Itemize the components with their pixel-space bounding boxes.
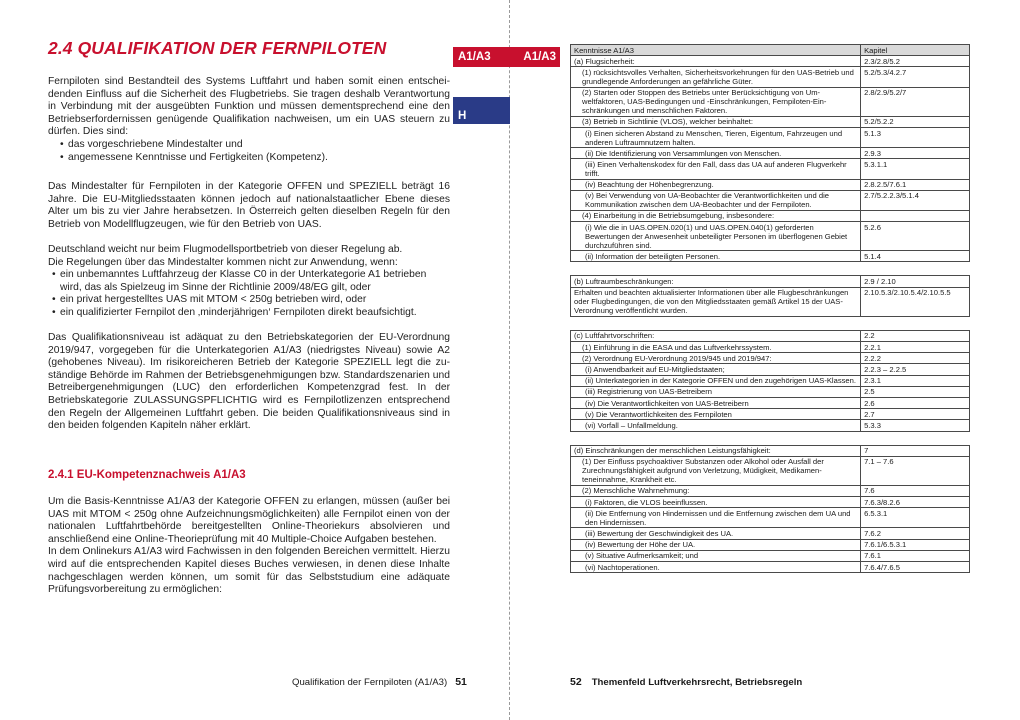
table-cell-chapter: 2.8/2.9/5.2/7 [861,87,970,116]
table-cell-knowledge: (vi) Nachtoperationen. [571,562,861,573]
table-cell-chapter: 5.1.3 [861,127,970,147]
table-cell-knowledge: (iii) Bewertung der Geschwindigkeit des UA. [571,528,861,539]
table-row [571,364,970,375]
list-item: • angemessene Kenntnisse und Fertigkeiten (Kompetenz). [48,152,450,165]
page-right [510,0,1020,720]
table-header-row [571,45,970,56]
table-cell-knowledge [571,431,861,445]
table-cell-chapter: 2.2 [861,330,970,341]
table-cell-knowledge: (2) Verordnung EU-Verordnung 2019/945 und 2019/947: [571,353,861,364]
table-cell-knowledge: (vi) Vorfall – Unfallmeldung. [571,420,861,431]
table-cell-knowledge: (i) Faktoren, die VLOS beeinflussen. [571,497,861,508]
age-section [48,181,450,231]
table-body [571,56,970,573]
table-cell-chapter: 2.10.5.3/2.10.5.4/2.10.5.5 [861,287,970,316]
table-cell-chapter: 6.5.3.1 [861,508,970,528]
knowledge-table [570,44,970,573]
table-cell-chapter: 2.2.3 – 2.2.5 [861,364,970,375]
table-cell-chapter: 7.1 – 7.6 [861,456,970,485]
eu-paragraph-2: In dem Onlinekurs A1/A3 wird Fachwissen in den folgenden Bereichen vermittelt. Hierzu wird auf die entsprechenden Kapitel dieses Buches verwiesen, in denen diese Inhalte nachgeschlagen werden können, um somit für das Selbststudium eine adäquate Prüfungsvorbereitung zu ermöglichen: [48,546,450,596]
table-cell-chapter [861,431,970,445]
table-cell-chapter: 2.6 [861,397,970,408]
footer-running-title: Themenfeld Luftverkehrsrecht, Betriebsregeln [591,677,803,688]
table-cell-knowledge: (v) Bei Verwendung von UA-Beobachter die Verantwortlichkeiten und die Kommunikation zwischen dem UA-Beobachter und der Fernpiloten. [571,190,861,210]
table-cell-chapter [861,210,970,221]
level-paragraph: Das Qualifikationsniveau ist adäquat zu den Betriebskategorien der EU-Verordnung 2019/947, vorgegeben für die Unterkategorien A1/A3 (niedrigstes Niveau) sowie A2 (gehobenes Niveau). Im risikoreicheren Betrieb der Kategorie SPEZIELL legt die zuständige Behörde im Rahmen der Betriebsgenehmigungen bzw. Standardszenarien und Betreibergenehmigungen (LUC) den erforderlichen Kompetenzgrad fest. In der Betriebskategorie ZULASSUNGSPFLICHTIG wird es Fernpilotlizenzen entsprechend den Regeln der Allgemeinen Luftfahrt geben. Die beiden Qualifikationsniveaus sind in den beiden folgenden Kapiteln näher erklärt. [48,332,450,432]
table-row [571,539,970,550]
table-cell-knowledge: (3) Betrieb in Sichtlinie (VLOS), welcher beinhaltet: [571,116,861,127]
table-row [571,179,970,190]
list-item: • ein privat hergestelltes UAS mit MTOM < 250g betrieben wird, oder [48,294,450,307]
table-row [571,287,970,316]
table-cell-chapter: 7.6.1 [861,550,970,561]
table-cell-chapter: 7.6.2 [861,528,970,539]
column-header-chapter: Kapitel [861,45,970,56]
table-cell-chapter: 5.2/5.3/4.2.7 [861,67,970,87]
table-cell-chapter [861,316,970,330]
table-cell-knowledge: (i) Anwendbarkeit auf EU-Mitgliedstaaten; [571,364,861,375]
table-row [571,210,970,221]
table-row [571,508,970,528]
list-item: • ein unbemanntes Luftfahrzeug der Klasse C0 in der Unterkategorie A1 betrieben wird, das als Spielzeug im Sinne der Richtlinie 2009/48/EG gilt, oder [48,269,450,294]
table-cell-knowledge [571,262,861,276]
table-cell-chapter: 7.6.3/8.2.6 [861,497,970,508]
table-cell-knowledge: (v) Die Verantwortlichkeiten des Fernpiloten [571,409,861,420]
table-cell-knowledge: (2) Menschliche Wahrnehmung: [571,485,861,496]
list-item: • das vorgeschriebene Mindestalter und [48,139,450,152]
table-row [571,550,970,561]
table-cell-chapter: 2.3/2.8/5.2 [861,56,970,67]
level-section [48,332,450,433]
table-cell-knowledge: (iv) Die Verantwortlichkeiten von UAS-Betreibern [571,397,861,408]
intro-bullet-list [48,139,450,164]
page-title: 2.4 QUALIFIKATION DER FERNPILOTEN [48,38,387,58]
table-cell-chapter: 5.2.6 [861,222,970,251]
table-row [571,56,970,67]
eu-paragraph-1: Um die Basis-Kenntnisse A1/A3 der Kategorie OFFEN zu erlangen, müssen (außer bei UAS mit MTOM < 250g ohne Aufzeichnungsmöglichkeiten) alle Fernpilot einen von der nationalen Luftfahrtbehörde bereitgestellten Online-Theoriekurs absolvieren und anschließend eine Online-Theorieprüfung mit 40 Multiple-Choice Aufgaben bestehen. [48,496,450,545]
table-cell-knowledge: (iv) Beachtung der Höhenbegrenzung. [571,179,861,190]
table-row [571,148,970,159]
footer-right [570,676,802,688]
section-subtitle: 2.4.1 EU-Kompetenznachweis A1/A3 [48,469,246,481]
tab-h[interactable]: H [453,97,510,124]
table-cell-knowledge: (ii) Information der beteiligten Personen. [571,251,861,262]
table-row [571,353,970,364]
table-cell-chapter: 7.6.1/6.5.3.1 [861,539,970,550]
table-row [571,330,970,341]
intro-paragraph: Fernpiloten sind Bestandteil des Systems Luftfahrt und haben somit einen entscheidenden Einfluss auf die Sicherheit des Flugbetriebs. Sie tragen deshalb Verantwortung in Verbindung mit der ausgeübten Funktion und müssen dementsprechend eine den Betriebserfordernissen genügende Qualifikation nachweisen, um ein UAS steuern zu dürfen. Dies sind: [48,76,450,138]
table-cell-chapter: 2.9.3 [861,148,970,159]
table-cell-knowledge: (1) Einführung in die EASA und das Luftverkehrssystem. [571,342,861,353]
table-cell-chapter: 5.1.4 [861,251,970,262]
table-cell-knowledge: (i) Wie die in UAS.OPEN.020(1) und UAS.OPEN.040(1) geforderten Bewertungen der Anwesenheit unbeteiligter Personen im überflogenen Gebiet durchzuführen sind. [571,222,861,251]
table-cell-knowledge: (ii) Die Identifizierung von Versammlungen von Menschen. [571,148,861,159]
table-cell-knowledge: (ii) Die Entfernung von Hindernissen und die Entfernung zwischen dem UA und den Hindernissen. [571,508,861,528]
table-row [571,87,970,116]
table-row [571,116,970,127]
table-cell-knowledge: (d) Einschränkungen der menschlichen Leistungsfähigkeit: [571,445,861,456]
column-header-knowledge: Kenntnisse A1/A3 [571,45,861,56]
table-cell-chapter: 2.2.1 [861,342,970,353]
table-cell-chapter: 2.5 [861,386,970,397]
footer-left [292,676,467,688]
table-row [571,409,970,420]
table-cell-knowledge: (v) Situative Aufmerksamkeit; und [571,550,861,561]
table-cell-chapter: 7 [861,445,970,456]
table-cell-chapter: 2.7/5.2.2.3/5.1.4 [861,190,970,210]
table-row [571,497,970,508]
table-cell-knowledge: Erhalten und beachten aktualisierter Informationen über alle Flugbeschränkungen oder Flugbedingungen, die von den Mitgliedsstaaten gemäß Artikel 15 der UAS-Verordnung veröffentlicht wurden. [571,287,861,316]
tab-a1a3-right[interactable]: A1/A3 [510,47,560,67]
table-row [571,127,970,147]
tab-a1a3-left[interactable]: A1/A3 [453,47,510,67]
table-cell-chapter: 5.3.1.1 [861,159,970,179]
germany-bullet-list [48,269,450,319]
germany-paragraph-1: Deutschland weicht nur beim Flugmodellsportbetrieb von dieser Regelung ab. [48,244,403,255]
table-row [571,159,970,179]
table-cell-chapter: 7.6.4/7.6.5 [861,562,970,573]
table-cell-chapter: 2.9 / 2.10 [861,276,970,287]
table-row [571,456,970,485]
table-row [571,375,970,386]
table-spacer-row [571,262,970,276]
table-row [571,445,970,456]
age-paragraph: Das Mindestalter für Fernpiloten in der Kategorie OFFEN und SPEZIELL beträgt 16 Jahre. Die EU-Mitgliedsstaaten können jedoch auf nationalstaatlicher Ebene dieses Alter um bis zu vier Jahre herabsetzen. In Österreich gelten dieselben Regeln für den Betrieb von Modellflugzeugen, wie für den Betrieb von UAS. [48,181,450,230]
table-row [571,485,970,496]
table-cell-knowledge: (ii) Unterkategorien in der Kategorie OFFEN und den zugehörigen UAS-Klassen. [571,375,861,386]
table-cell-chapter: 2.3.1 [861,375,970,386]
page-number: 52 [570,676,582,688]
table-cell-chapter: 5.3.3 [861,420,970,431]
table-row [571,190,970,210]
table-cell-knowledge: (4) Einarbeitung in die Betriebsumgebung, insbesondere: [571,210,861,221]
table-cell-chapter [861,262,970,276]
table-spacer-row [571,431,970,445]
table-row [571,420,970,431]
eu-section [48,496,450,597]
table-cell-knowledge: (1) rücksichtsvolles Verhalten, Sicherheitsvorkehrungen für den UAS-Betrieb und grundlegende Anforderungen an gefährliche Güter. [571,67,861,87]
page-number: 51 [455,676,467,688]
table-cell-chapter: 2.2.2 [861,353,970,364]
table-cell-knowledge: (b) Luftraumbeschränkungen: [571,276,861,287]
table-row [571,528,970,539]
table-cell-chapter: 2.7 [861,409,970,420]
table-row [571,386,970,397]
germany-section [48,244,450,320]
table-row [571,276,970,287]
table-cell-knowledge: (iii) Registrierung von UAS-Betreibern [571,386,861,397]
table-cell-chapter: 5.2/5.2.2 [861,116,970,127]
table-cell-knowledge: (c) Luftfahrtvorschriften: [571,330,861,341]
list-item: • ein qualifizierter Fernpilot den ‚minderjährigen‘ Fernpiloten direkt beaufsichtigt. [48,307,450,320]
table-cell-knowledge: (i) Einen sicheren Abstand zu Menschen, Tieren, Eigentum, Fahrzeugen und anderen Luftraumnutzern halten. [571,127,861,147]
table-cell-chapter: 2.8.2.5/7.6.1 [861,179,970,190]
table-cell-knowledge: (iii) Einen Verhaltenskodex für den Fall, dass das UA auf anderen Flugverkehr trifft. [571,159,861,179]
table-row [571,251,970,262]
table-cell-knowledge: (1) Der Einfluss psychoaktiver Substanzen oder Alkohol oder Ausfall der Zurechnungsfähigkeit aufgrund von Verletzung, Müdigkeit, Medikamenteneinnahme, Krankheit etc. [571,456,861,485]
table-row [571,222,970,251]
germany-paragraph-2: Die Regelungen über das Mindestalter kommen nicht zur Anwendung, wenn: [48,256,398,268]
table-row [571,67,970,87]
table-cell-knowledge: (iv) Bewertung der Höhe der UA. [571,539,861,550]
table-cell-knowledge [571,316,861,330]
table-spacer-row [571,316,970,330]
table-row [571,562,970,573]
intro-section [48,76,450,164]
table-row [571,397,970,408]
table-cell-knowledge: (2) Starten oder Stoppen des Betriebs unter Berücksichtigung von Umweltfaktoren, UAS-Bedingungen und -Einschränkungen, Fernpiloten-Einschränkungen und menschlichen Faktoren. [571,87,861,116]
table-row [571,342,970,353]
table-cell-chapter: 7.6 [861,485,970,496]
table-cell-knowledge: (a) Flugsicherheit: [571,56,861,67]
footer-running-title: Qualifikation der Fernpiloten (A1/A3) [292,677,448,688]
